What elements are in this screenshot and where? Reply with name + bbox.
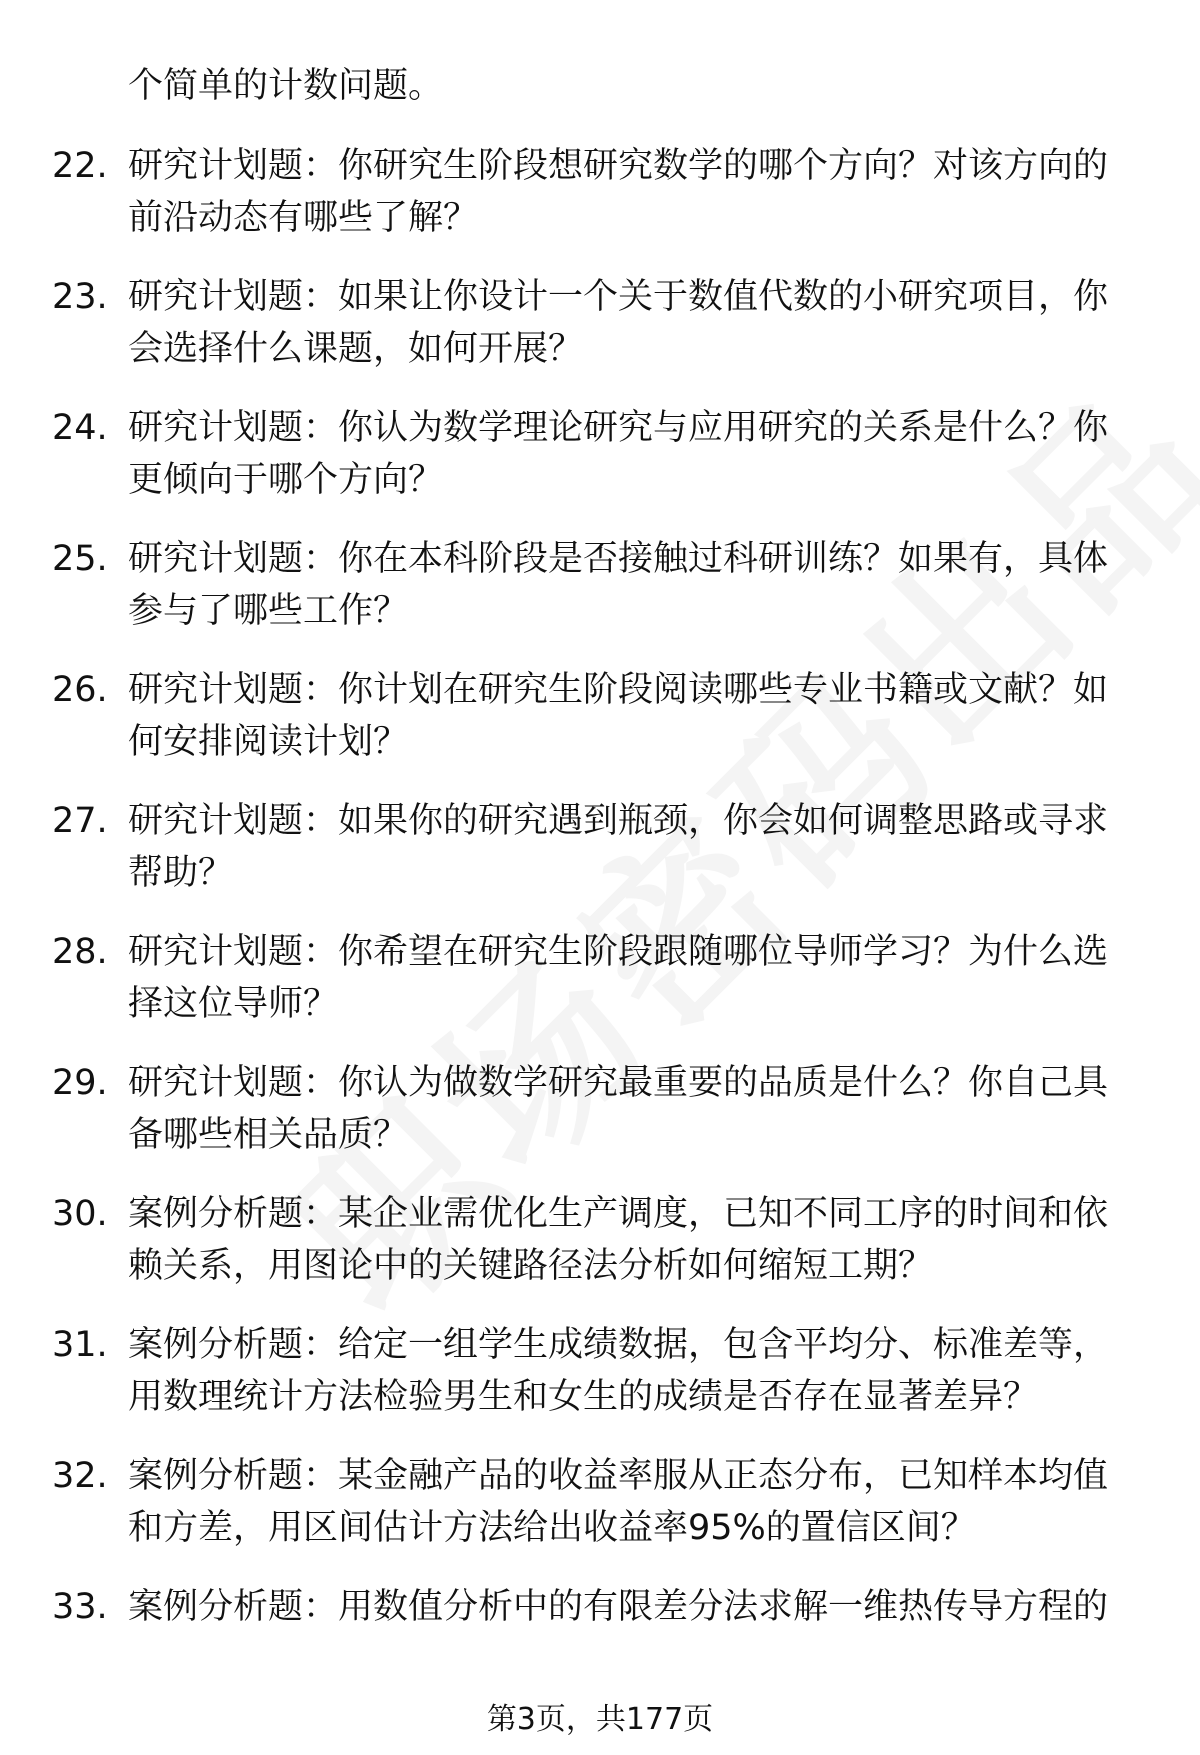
question-text: 案例分析题：某金融产品的收益率服从正态分布，已知样本均值和方差，用区间估计方法给出收益率95%的置信区间？ [128,1456,1109,1548]
question-text: 研究计划题：如果你的研究遇到瓶颈，你会如何调整思路或寻求帮助？ [128,801,1109,893]
question-item [0,795,1200,926]
question-item [0,664,1200,795]
question-text: 案例分析题：用数值分析中的有限差分法求解一维热传导方程的 [128,1587,1109,1627]
question-number: 22. [52,146,108,186]
question-number: 26. [52,670,108,710]
question-text: 研究计划题：你在本科阶段是否接触过科研训练？如果有，具体参与了哪些工作？ [128,539,1109,631]
question-text: 研究计划题：你计划在研究生阶段阅读哪些专业书籍或文献？如何安排阅读计划？ [128,670,1109,762]
question-number: 25. [52,539,108,579]
question-text: 研究计划题：你认为做数学研究最重要的品质是什么？你自己具备哪些相关品质？ [128,1063,1109,1155]
question-item [0,1581,1200,1712]
question-item [0,140,1200,271]
question-number: 30. [52,1194,108,1234]
question-item [0,402,1200,533]
continued-text: 个简单的计数问题。 [128,66,444,106]
question-text: 研究计划题：你希望在研究生阶段跟随哪位导师学习？为什么选择这位导师？ [128,932,1109,1024]
question-item [0,271,1200,402]
question-item [0,1057,1200,1188]
question-number: 33. [52,1587,108,1627]
question-number: 24. [52,408,108,448]
question-text: 研究计划题：如果让你设计一个关于数值代数的小研究项目，你会选择什么课题，如何开展？ [128,277,1109,369]
question-text: 案例分析题：某企业需优化生产调度，已知不同工序的时间和依赖关系，用图论中的关键路径法分析如何缩短工期？ [128,1194,1109,1286]
question-item [0,1188,1200,1319]
question-number: 29. [52,1063,108,1103]
question-number: 23. [52,277,108,317]
question-item [0,533,1200,664]
question-list [0,140,1200,1712]
question-item [0,1450,1200,1581]
question-text: 研究计划题：你认为数学理论研究与应用研究的关系是什么？你更倾向于哪个方向？ [128,408,1109,500]
question-number: 32. [52,1456,108,1496]
question-number: 31. [52,1325,108,1365]
question-number: 27. [52,801,108,841]
question-text: 案例分析题：给定一组学生成绩数据，包含平均分、标准差等，用数理统计方法检验男生和女生的成绩是否存在显著差异？ [128,1325,1109,1417]
question-text: 研究计划题：你研究生阶段想研究数学的哪个方向？对该方向的前沿动态有哪些了解？ [128,146,1109,238]
question-item [0,1319,1200,1450]
page-footer: 第3页，共177页 [486,1702,714,1737]
question-item [0,926,1200,1057]
question-number: 28. [52,932,108,972]
